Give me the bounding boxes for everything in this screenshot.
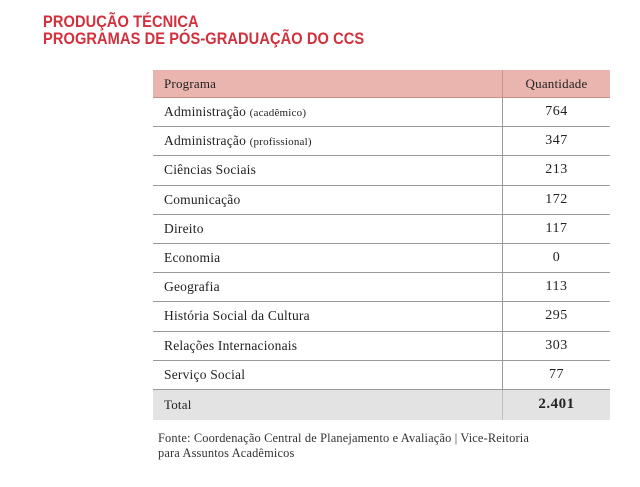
source-line-1: Fonte: Coordenação Central de Planejamento e Avaliação | Vice-Reitoria	[158, 431, 529, 445]
total-label: Total	[164, 396, 192, 412]
table-row	[153, 302, 610, 331]
header-quantidade: Quantidade	[502, 70, 610, 97]
row-quantidade: 113	[502, 273, 610, 301]
row-programa: Serviço Social	[164, 366, 246, 382]
row-programa	[153, 133, 502, 149]
table-row	[153, 98, 610, 127]
table-row	[153, 156, 610, 185]
program-name: Administração	[164, 104, 247, 120]
row-quantidade: 213	[502, 156, 610, 184]
title-line-1: PRODUÇÃO TÉCNICA	[43, 12, 199, 31]
row-programa	[153, 104, 502, 120]
table-row	[153, 215, 610, 244]
row-programa: Relações Internacionais	[164, 337, 298, 353]
program-note: (acadêmico)	[249, 107, 307, 120]
total-quantidade: 2.401	[502, 390, 610, 420]
table-row	[153, 361, 610, 390]
table-total-row	[153, 390, 610, 420]
row-quantidade: 295	[502, 302, 610, 330]
page-title	[43, 13, 525, 47]
table-row	[153, 332, 610, 361]
row-quantidade: 172	[502, 186, 610, 214]
program-name: Administração	[164, 133, 247, 149]
table-row	[153, 273, 610, 302]
title-line-2: PROGRAMAS DE PÓS-GRADUAÇÃO DO CCS	[43, 29, 365, 48]
row-quantidade: 117	[502, 215, 610, 243]
row-programa: Geografia	[164, 279, 220, 295]
table-row	[153, 244, 610, 273]
row-programa: Comunicação	[164, 191, 241, 207]
production-table	[153, 70, 610, 420]
table-row	[153, 186, 610, 215]
row-quantidade: 347	[502, 127, 610, 155]
table-row	[153, 127, 610, 156]
row-programa: História Social da Cultura	[164, 308, 310, 324]
row-quantidade: 764	[502, 98, 610, 126]
source-line-2: para Assuntos Acadêmicos	[158, 446, 295, 460]
header-programa: Programa	[164, 75, 217, 91]
source-note	[158, 431, 578, 461]
row-quantidade: 77	[502, 361, 610, 389]
row-quantidade: 0	[502, 244, 610, 272]
row-quantidade: 303	[502, 332, 610, 360]
program-note: (profissional)	[249, 136, 312, 149]
table-header-row	[153, 70, 610, 98]
row-programa: Ciências Sociais	[164, 162, 257, 178]
row-programa: Direito	[164, 220, 204, 236]
row-programa: Economia	[164, 250, 221, 266]
